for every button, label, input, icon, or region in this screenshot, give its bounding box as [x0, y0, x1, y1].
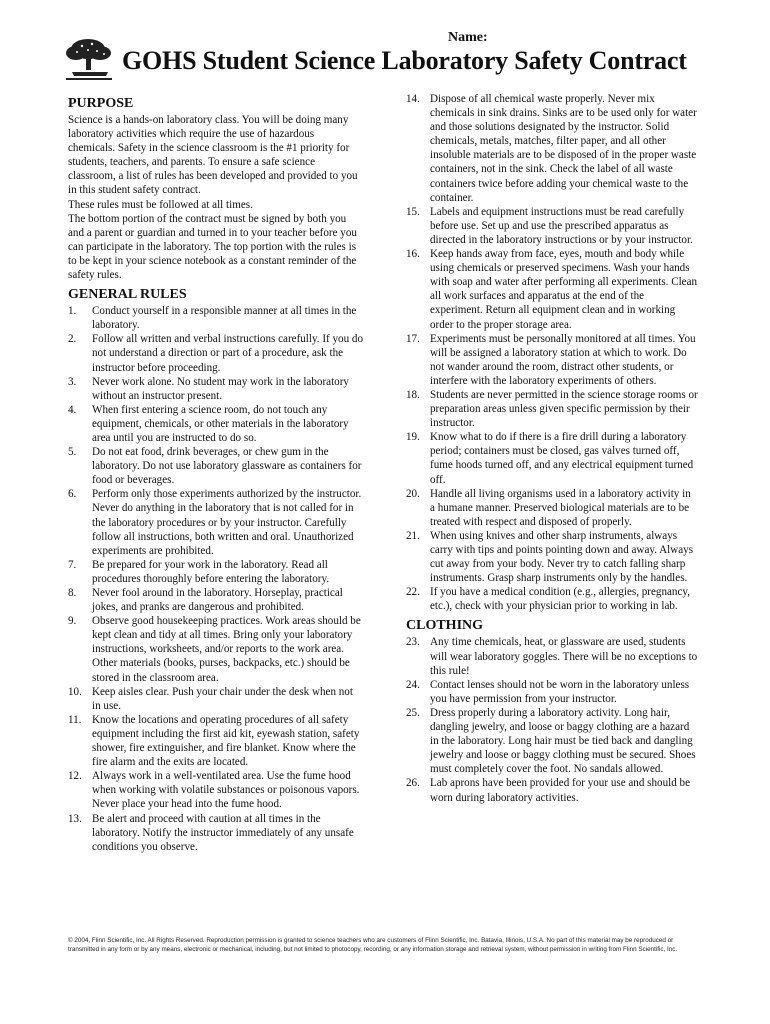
rule-number: 19.	[406, 431, 420, 444]
rule-text: Know the locations and operating procedures of all safety equipment including the first aid kit, eyewash station, safety shower, fire extinguisher, and fire blanket. Know where the fire alarm and the exits are located.	[92, 713, 360, 769]
rule-number: 1.	[68, 305, 77, 318]
rule-number: 26.	[406, 777, 420, 790]
rule-number: 4.	[68, 403, 77, 416]
clothing-rules-list	[406, 635, 698, 804]
clothing-heading: CLOTHING	[406, 618, 484, 634]
rule-number: 2.	[68, 333, 77, 346]
rule-text: Conduct yourself in a responsible manner at all times in the laboratory.	[92, 305, 357, 332]
general-rules-list-right	[406, 92, 698, 613]
rule-text: Keep hands away from face, eyes, mouth and body while using chemicals or preserved specimens. Wash your hands with soap and water after performing all experiments. Clean all work surfaces and apparatus at the end of the experiment. Return all equipment clean and in working order to the proper storage area.	[430, 248, 698, 331]
rule-text: Never fool around in the laboratory. Horseplay, practical jokes, and pranks are dangerous and prohibited.	[92, 587, 343, 614]
rule-item	[406, 529, 698, 585]
left-column	[68, 94, 364, 854]
rule-text: Do not eat food, drink beverages, or chew gum in the laboratory. Do not use laboratory glassware as containers for food or beverages.	[92, 446, 362, 487]
rule-text: Perform only those experiments authorized by the instructor. Never do anything in the laboratory that is not called for in the laboratory procedures or by your instructor. Carefully follow all instructions, both written and oral. Unauthorized experiments are prohibited.	[92, 488, 362, 557]
rule-item	[68, 769, 364, 811]
rule-text: When first entering a science room, do not touch any equipment, chemicals, or other materials in the laboratory area until you are instructed to do so.	[92, 403, 349, 444]
rule-item	[406, 585, 698, 613]
purpose-paragraph: These rules must be followed at all times.	[68, 198, 253, 211]
rule-item	[406, 706, 698, 776]
rule-text: When using knives and other sharp instruments, always carry with tips and points pointing down and away. Always cut away from your body. Never try to catch falling sharp instruments. Grasp sharp instruments only by the handles.	[430, 529, 694, 585]
rule-text: Any time chemicals, heat, or glassware are used, students will wear laboratory goggles. There will be no exceptions to this rule!	[430, 636, 698, 677]
rule-item	[68, 713, 364, 769]
rule-text: Dispose of all chemical waste properly. Never mix chemicals in sink drains. Sinks are to be used only for water and those solutions designated by the instructor. Solid chemicals, metals, matches, filter paper, and all other insoluble materials are to be disposed of in the proper waste containers, not in the sink. Check the label of all waste containers twice before adding your chemical waste to the container.	[430, 93, 697, 204]
rule-item	[68, 332, 364, 374]
purpose-heading: PURPOSE	[68, 96, 134, 111]
rule-item	[406, 332, 698, 388]
rule-number: 18.	[406, 388, 420, 401]
rule-item	[406, 205, 698, 247]
rule-text: Contact lenses should not be worn in the laboratory unless you have permission from your instructor.	[430, 678, 690, 705]
tree-logo-icon	[64, 36, 114, 82]
copyright-footer: © 2004, Flinn Scientific, Inc. All Rights Reserved. Reproduction permission is granted to science teachers who are customers of Flinn Scientific, Inc. Batavia, Illinois, U.S.A. No part of this material may be reproduced or transmitted in any form or by any means, electronic or mechanical, including, but not limited to photocopy, recording, or any information storage and retrieval system, without permission in writing from Flinn Scientific, Inc.	[68, 937, 678, 953]
rule-number: 8.	[68, 587, 77, 599]
rule-item	[68, 487, 364, 557]
rule-number: 22.	[406, 586, 420, 599]
right-column	[406, 92, 698, 805]
rule-number: 17.	[406, 332, 420, 345]
rule-item	[68, 375, 364, 403]
rule-text: Lab aprons have been provided for your use and should be worn during laboratory activities.	[430, 777, 691, 804]
rule-text: Dress properly during a laboratory activity. Long hair, dangling jewelry, and loose or baggy clothing are a hazard in the laboratory. Long hair must be tied back and dangling jewelry and loose or baggy clothing must be secured. Shoes must completely cover the foot. No sandals allowed.	[430, 706, 696, 776]
rule-item	[406, 430, 698, 486]
rule-number: 12.	[68, 770, 82, 783]
rule-number: 16.	[406, 248, 420, 261]
general-rules-list-left	[68, 304, 364, 854]
rule-number: 5.	[68, 446, 77, 459]
rule-item	[68, 812, 364, 854]
rule-text: Experiments must be personally monitored at all times. You will be assigned a laboratory station at which to work. Do not wander around the room, distract other students, or interfere with the laboratory experiments of others.	[430, 332, 696, 387]
rule-item	[68, 586, 364, 614]
rule-number: 3.	[68, 375, 77, 388]
rule-number: 21.	[406, 529, 420, 542]
rule-item	[406, 247, 698, 332]
rule-number: 9.	[68, 615, 77, 628]
rule-text: Students are never permitted in the science storage rooms or preparation areas unless given specific permission by their instructor.	[430, 388, 698, 430]
rule-text: Labels and equipment instructions must be read carefully before use. Set up and use the prescribed apparatus as directed in the laboratory instructions or by your instructor.	[430, 205, 693, 246]
rule-number: 24.	[406, 678, 420, 691]
rule-item	[68, 558, 364, 586]
rule-number: 14.	[406, 93, 420, 105]
rule-text: Follow all written and verbal instructions carefully. If you do not understand a direction or part of a procedure, ask the instructor before proceeding.	[92, 333, 364, 374]
rule-text: If you have a medical condition (e.g., allergies, pregnancy, etc.), check with your physician prior to working in lab.	[430, 586, 690, 613]
rule-number: 6.	[68, 488, 77, 501]
rule-item	[68, 304, 364, 332]
rule-item	[406, 678, 698, 706]
rule-text: Know what to do if there is a fire drill during a laboratory period; containers must be closed, gas valves turned off, fume hoods turned off, and any electrical equipment turned off.	[430, 431, 694, 486]
rule-number: 23.	[406, 636, 420, 649]
rule-number: 13.	[68, 812, 82, 825]
rule-item	[68, 685, 364, 713]
rule-item	[406, 487, 698, 529]
rule-number: 20.	[406, 487, 420, 500]
rule-text: Be alert and proceed with caution at all times in the laboratory. Notify the instructor immediately of any unsafe conditions you observe.	[92, 812, 354, 853]
rule-text: Always work in a well-ventilated area. Use the fume hood when working with volatile substances or poisonous vapors. Never place your head into the fume hood.	[92, 770, 360, 811]
rule-number: 15.	[406, 205, 420, 218]
purpose-paragraph: The bottom portion of the contract must be signed by both you and a parent or guardian and turned in to your teacher before you can participate in the laboratory. The top portion with the rules is to be kept in your science notebook as a constant reminder of the safety rules.	[68, 212, 357, 282]
rule-text: Keep aisles clear. Push your chair under the desk when not in use.	[92, 685, 353, 712]
rule-text: Handle all living organisms used in a laboratory activity in a humane manner. Preserved biological materials are to be treated with respect and disposed of properly.	[430, 487, 691, 528]
rule-item	[406, 635, 698, 677]
rule-number: 10.	[68, 685, 82, 698]
general-rules-heading: GENERAL RULES	[68, 287, 187, 303]
purpose-paragraph: Science is a hands-on laboratory class. You will be doing many laboratory activities which require the use of hazardous chemicals. Safety in the science classroom is the #1 priority for students, teachers, and parents. To ensure a safe science classroom, a list of rules has been developed and provided to you in this student safety contract.	[68, 114, 358, 197]
rule-item	[406, 388, 698, 430]
rule-item	[68, 445, 364, 487]
rule-item	[406, 92, 698, 205]
name-label: Name:	[448, 30, 488, 45]
rule-text: Never work alone. No student may work in the laboratory without an instructor present.	[92, 375, 349, 402]
rule-text: Be prepared for your work in the laboratory. Read all procedures thoroughly before entering the laboratory.	[92, 558, 330, 585]
rule-item	[406, 776, 698, 804]
page-title: GOHS Student Science Laboratory Safety Contract	[122, 46, 687, 75]
rule-number: 11.	[68, 713, 82, 726]
rule-item	[68, 403, 364, 445]
rule-text: Observe good housekeeping practices. Work areas should be kept clean and tidy at all times. Bring only your laboratory instructions, worksheets, and/or reports to the work area. Other materials (books, purses, backpacks, etc.) should be stored in the classroom area.	[92, 615, 361, 684]
rule-item	[68, 614, 364, 684]
rule-number: 25.	[406, 706, 420, 719]
rule-number: 7.	[68, 558, 77, 571]
